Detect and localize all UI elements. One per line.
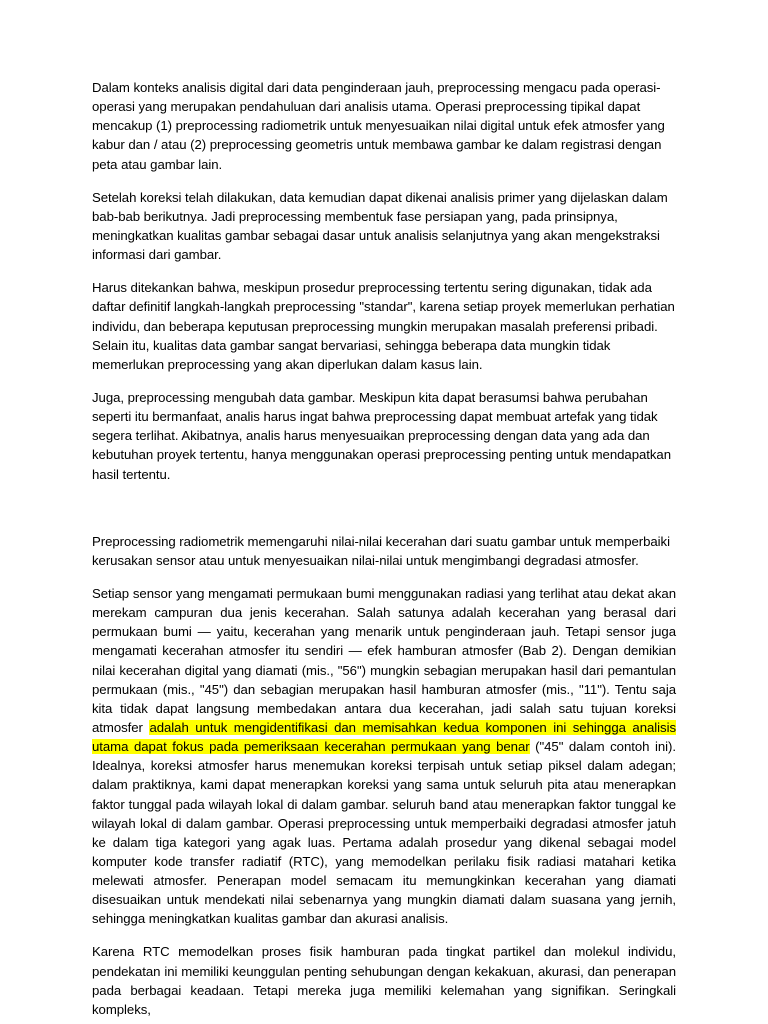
paragraph-1: Dalam konteks analisis digital dari data penginderaan jauh, preprocessing mengacu pada operasi-operasi yang merupakan pendahuluan dari analisis utama. Operasi preprocessing tipikal dapat mencakup (1) preprocessing radiometrik untuk menyesuaikan nilai digital untuk efek atmosfer yang kabur dan / atau (2) preprocessing geometris untuk membawa gambar ke dalam registrasi dengan peta atau gambar lain.	[92, 80, 665, 172]
section-two-body	[92, 584, 676, 929]
section-two-closing: Karena RTC memodelkan proses fisik hamburan pada tingkat partikel dan molekul individu, pendekatan ini memiliki keunggulan penting sehubungan dengan kekakuan, akurasi, dan penerapan pada berbagai keadaan. Tetapi mereka juga memiliki kelemahan yang signifikan. Seringkali kompleks,	[92, 944, 676, 1017]
paragraph-3: Harus ditekankan bahwa, meskipun prosedur preprocessing tertentu sering digunakan, tidak ada daftar definitif langkah-langkah preprocessing "standar", karena setiap proyek memerlukan perhatian individu, dan beberapa keputusan preprocessing mungkin merupakan masalah preferensi pribadi. Selain itu, kualitas data gambar sangat bervariasi, sehingga beberapa data mungkin tidak memerlukan preprocessing yang akan diperlukan dalam kasus lain.	[92, 280, 675, 372]
body-text-before-highlight: Setiap sensor yang mengamati permukaan bumi menggunakan radiasi yang terlihat atau dekat akan merekam campuran dua jenis kecerahan. Salah satunya adalah kecerahan yang berasal dari permukaan bumi — yaitu, kecerahan yang menarik untuk penginderaan jauh. Tetapi sensor juga mengamati kecerahan atmosfer itu sendiri — efek hamburan atmosfer (Bab 2). Dengan demikian nilai kecerahan digital yang diamati (mis., "56") mungkin sebagian merupakan hasil dari pemantulan permukaan (mis., "45") dan sebagian merupakan hasil hamburan atmosfer (mis., "11"). Tentu saja kita tidak dapat langsung membedakan antara dua kecerahan, jadi salah satu tujuan koreksi atmosfer	[92, 585, 676, 735]
section-two-intro: Preprocessing radiometrik memengaruhi nilai-nilai kecerahan dari suatu gambar untuk memperbaiki kerusakan sensor atau untuk menyesuaikan nilai-nilai untuk mengimbangi degradasi atmosfer.	[92, 533, 670, 568]
highlighted-text: adalah untuk mengidentifikasi dan memisahkan kedua komponen ini sehingga analisis utama dapat fokus pada pemeriksaan kecerahan permukaan yang benar	[92, 719, 677, 755]
section-spacer	[92, 498, 676, 532]
body-text-after-highlight: ("45" dalam contoh ini). Idealnya, koreksi atmosfer harus menemukan koreksi terpisah untuk setiap piksel dalam adegan; dalam praktiknya, kami dapat menerapkan koreksi yang sama untuk seluruh pita atau menerapkan faktor tunggal pada wilayah lokal di dalam gambar. seluruh band atau menerapkan faktor tunggal ke wilayah lokal di dalam gambar. Operasi preprocessing untuk memperbaiki degradasi atmosfer jatuh ke dalam tiga kategori yang agak luas. Pertama adalah prosedur yang dikenal sebagai model komputer kode transfer radiatif (RTC), yang memodelkan perilaku fisik radiasi matahari ketika melewati atmosfer. Penerapan model semacam itu memungkinkan kecerahan yang diamati disesuaikan untuk mendekati nilai sebenarnya yang mungkin diamati dalam suasana yang jernih, sehingga meningkatkan kualitas gambar dan akurasi analisis.	[92, 739, 676, 927]
paragraph-2: Setelah koreksi telah dilakukan, data kemudian dapat dikenai analisis primer yang dijelaskan dalam bab-bab berikutnya. Jadi preprocessing membentuk fase persiapan yang, pada prinsipnya, meningkatkan kualitas gambar sebagai dasar untuk analisis selanjutnya yang akan mengekstraksi informasi dari gambar.	[92, 189, 668, 263]
paragraph-4: Juga, preprocessing mengubah data gambar. Meskipun kita dapat berasumsi bahwa perubahan seperti itu bermanfaat, analis harus ingat bahwa preprocessing dapat membuat artefak yang tidak segera terlihat. Akibatnya, analis harus menyesuaikan preprocessing dengan data yang ada dan kebutuhan proyek tertentu, hanya menggunakan operasi preprocessing penting untuk mendapatkan hasil tertentu.	[92, 389, 671, 482]
